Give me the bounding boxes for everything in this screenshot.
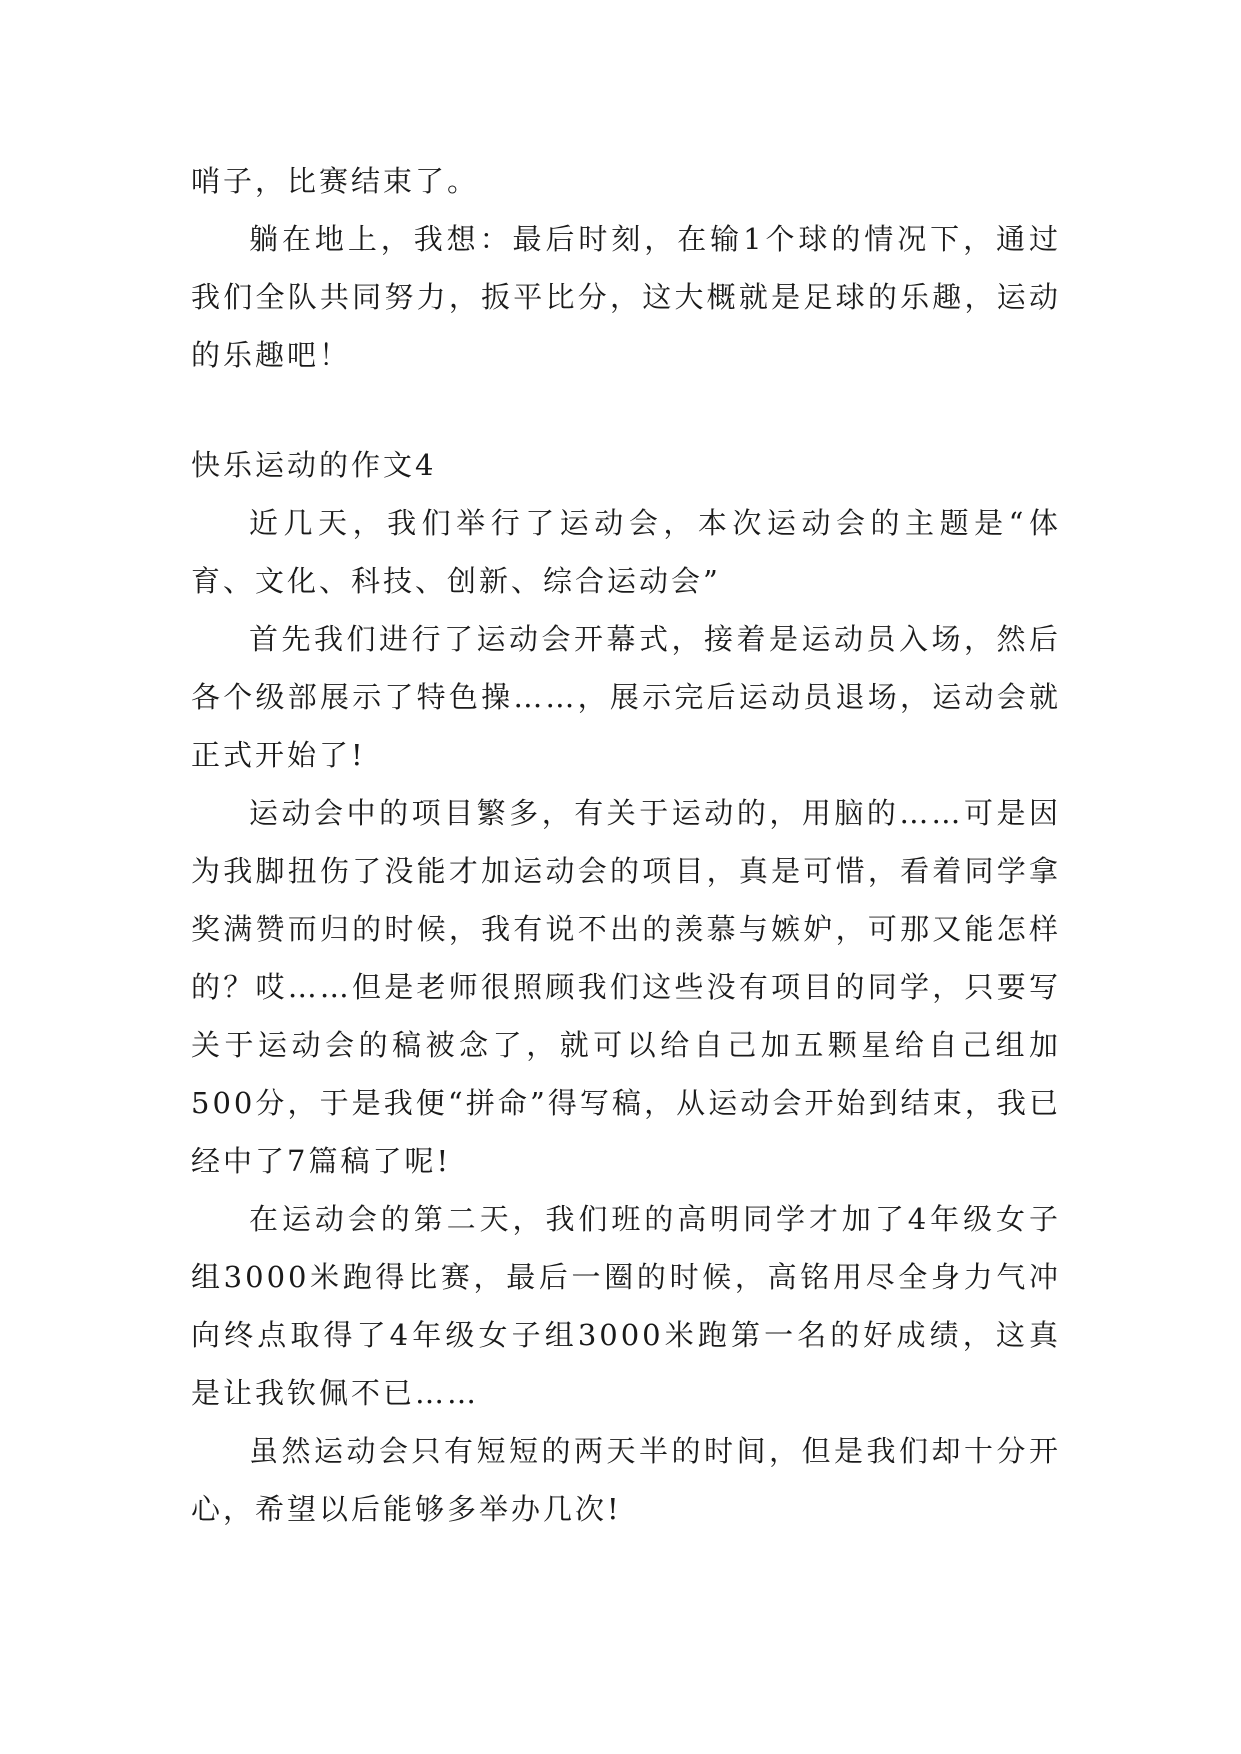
paragraph-2: 首先我们进行了运动会开幕式，接着是运动员入场，然后各个级部展示了特色操……，展示完后运动员退场，运动会就正式开始了! [191,622,1061,772]
continued-paragraph-1: 哨子，比赛结束了。 [191,164,480,198]
section-title: 快乐运动的作文4 [191,448,437,482]
paragraph-5: 虽然运动会只有短短的两天半的时间，但是我们却十分开心，希望以后能够多举办几次! [191,1434,1061,1526]
paragraph-4: 在运动会的第二天，我们班的高明同学才加了4年级女子组3000米跑得比赛，最后一圈的时候，高铭用尽全身力气冲向终点取得了4年级女子组3000米跑第一名的好成绩，这真是让我钦佩不已…… [191,1202,1061,1410]
paragraph-1: 近几天，我们举行了运动会，本次运动会的主题是“体育、文化、科技、创新、综合运动会” [191,506,1061,598]
document-body [191,152,1061,1538]
paragraph-3: 运动会中的项目繁多，有关于运动的，用脑的……可是因为我脚扭伤了没能才加运动会的项目，真是可惜，看着同学拿奖满赞而归的时候，我有说不出的羡慕与嫉妒，可那又能怎样的？哎……但是老师很照顾我们这些没有项目的同学，只要写关于运动会的稿被念了，就可以给自己加五颗星给自己组加500分，于是我便“拼命”得写稿，从运动会开始到结束，我已经中了7篇稿了呢! [191,796,1061,1178]
continued-paragraph-2: 躺在地上，我想：最后时刻，在输1个球的情况下，通过我们全队共同努力，扳平比分，这大概就是足球的乐趣，运动的乐趣吧！ [191,222,1061,372]
